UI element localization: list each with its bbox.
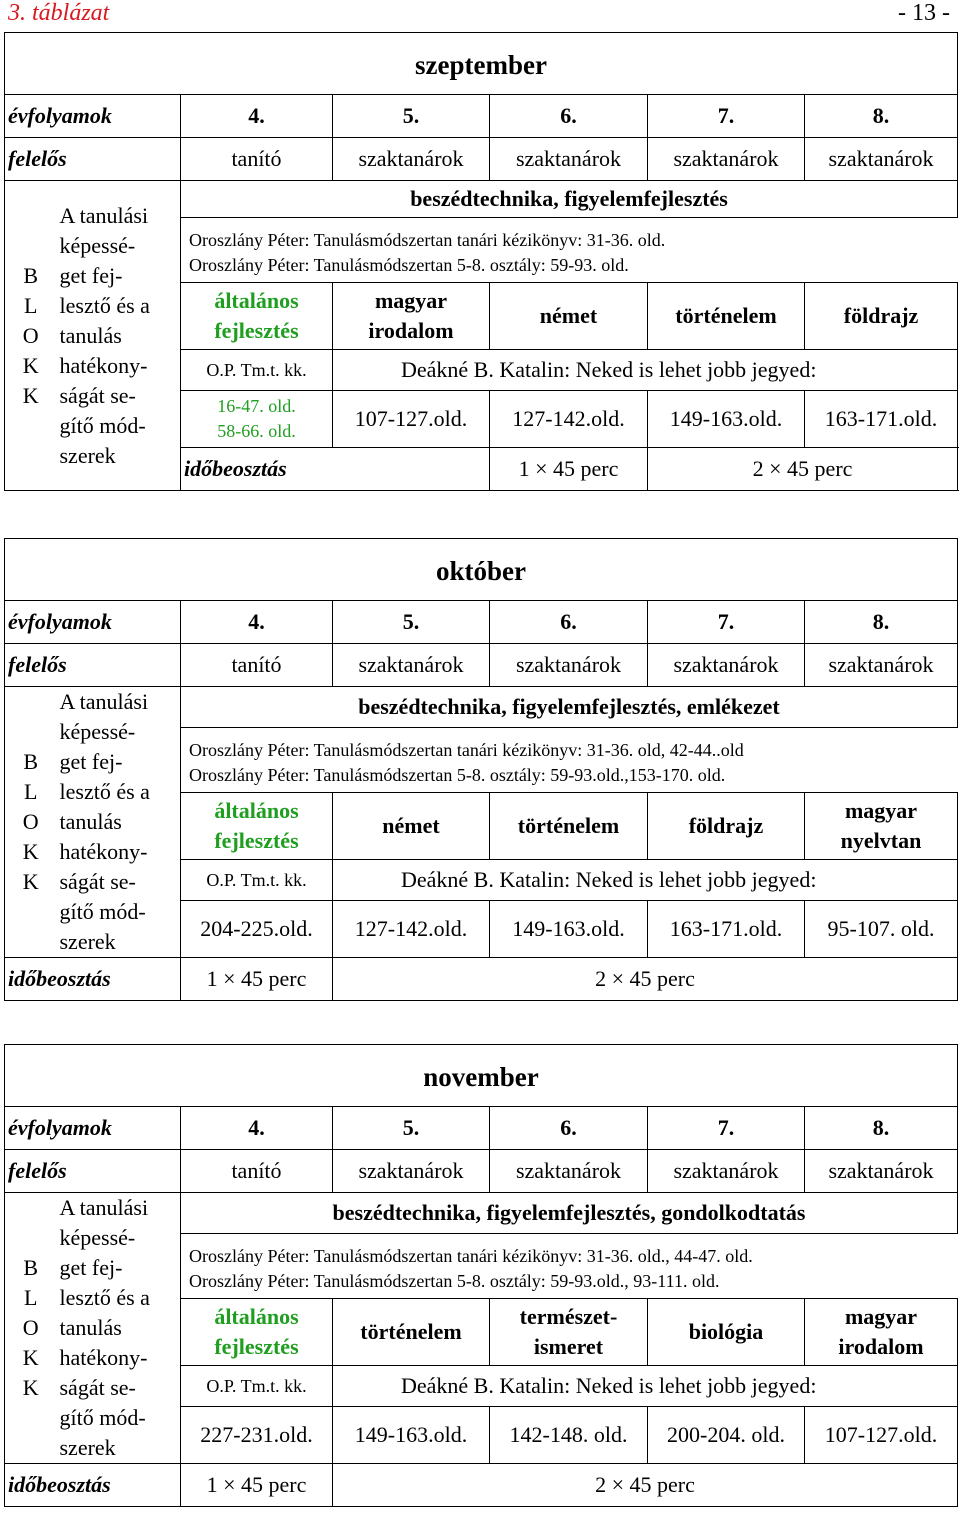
pages-7: 200-204. old. xyxy=(648,1407,805,1464)
pages-6: 149-163.old. xyxy=(490,901,648,958)
grades-label: évfolyamok xyxy=(5,1107,181,1150)
responsible-label: felelős xyxy=(5,1150,181,1193)
op-pages: 16-47. old. 58-66. old. xyxy=(181,391,333,448)
subject-6: történelem xyxy=(490,793,648,860)
book-references: Oroszlány Péter: Tanulásmódszertan tanári kézikönyv: 31-36. old. Oroszlány Péter: Tanulásmódszertan 5-8. osztály: 59-93. old. xyxy=(189,230,666,275)
workbook-reference: Deákné B. Katalin: Neked is lehet jobb jegyed: xyxy=(333,860,958,901)
pages-5: 107-127.old. xyxy=(333,391,490,448)
general-development: általános fejlesztés xyxy=(181,1299,333,1366)
time-grades5-8: 2 × 45 perc xyxy=(333,1464,958,1507)
workbook-reference: Deákné B. Katalin: Neked is lehet jobb jegyed: xyxy=(333,1366,958,1407)
grades-label: évfolyamok xyxy=(5,601,181,644)
month-title: szeptember xyxy=(5,33,958,95)
grade-4: 4. xyxy=(181,601,333,644)
book-references: Oroszlány Péter: Tanulásmódszertan tanári kézikönyv: 31-36. old., 44-47. old. Oroszlány Péter: Tanulásmódszertan 5-8. osztály: 59-93.old., 93-111. old. xyxy=(189,1246,753,1291)
time-grade4: 1 × 45 perc xyxy=(181,1464,333,1507)
month-block-september xyxy=(4,32,957,491)
responsible-4: tanító xyxy=(181,644,333,687)
responsible-6: szaktanárok xyxy=(490,138,648,181)
subject-5: német xyxy=(333,793,490,860)
grade-8: 8. xyxy=(805,601,958,644)
pages-7: 149-163.old. xyxy=(648,391,805,448)
month-block-october xyxy=(4,538,957,1001)
pages-4: 227-231.old. xyxy=(181,1407,333,1464)
subject-8: magyar nyelvtan xyxy=(805,793,958,860)
grade-5: 5. xyxy=(333,601,490,644)
pages-8: 95-107. old. xyxy=(805,901,958,958)
book-references: Oroszlány Péter: Tanulásmódszertan tanári kézikönyv: 31-36. old, 42-44..old Oroszlány Péter: Tanulásmódszertan 5-8. osztály: 59-93.old.,153-170. old. xyxy=(189,740,744,785)
pages-4: 204-225.old. xyxy=(181,901,333,958)
time-grades5-8: 2 × 45 perc xyxy=(648,448,958,491)
grade-5: 5. xyxy=(333,95,490,138)
pages-5: 149-163.old. xyxy=(333,1407,490,1464)
subject-7: történelem xyxy=(648,283,805,350)
month-title: november xyxy=(5,1045,958,1107)
grade-6: 6. xyxy=(490,1107,648,1150)
schedule-label: időbeosztás xyxy=(5,958,181,1001)
time-grade4: 1 × 45 perc xyxy=(181,958,333,1001)
grade-6: 6. xyxy=(490,601,648,644)
subject-6: német xyxy=(490,283,648,350)
schedule-table xyxy=(4,32,958,491)
responsible-4: tanító xyxy=(181,1150,333,1193)
responsible-8: szaktanárok xyxy=(805,644,958,687)
grade-8: 8. xyxy=(805,1107,958,1150)
general-development: általános fejlesztés xyxy=(181,793,333,860)
pages-7: 163-171.old. xyxy=(648,901,805,958)
monthly-theme: beszédtechnika, figyelemfejlesztés, gondolkodtatás xyxy=(181,1193,958,1234)
grade-7: 7. xyxy=(648,601,805,644)
schedule-table xyxy=(4,538,958,1001)
grade-6: 6. xyxy=(490,95,648,138)
grade-7: 7. xyxy=(648,95,805,138)
subject-8: földrajz xyxy=(805,283,958,350)
responsible-8: szaktanárok xyxy=(805,138,958,181)
grade-7: 7. xyxy=(648,1107,805,1150)
responsible-4: tanító xyxy=(181,138,333,181)
time-grade4: 1 × 45 perc xyxy=(490,448,648,491)
responsible-8: szaktanárok xyxy=(805,1150,958,1193)
workbook-reference: Deákné B. Katalin: Neked is lehet jobb jegyed: xyxy=(333,350,958,391)
pages-5: 127-142.old. xyxy=(333,901,490,958)
ability-description: A tanulási képessé- get fej- lesztő és a tanulás hatékony- ságát se- gítő mód- szerek xyxy=(57,1193,181,1464)
month-block-november xyxy=(4,1044,957,1507)
subject-7: földrajz xyxy=(648,793,805,860)
responsible-label: felelős xyxy=(5,644,181,687)
subject-7: biológia xyxy=(648,1299,805,1366)
responsible-7: szaktanárok xyxy=(648,138,805,181)
blokk-label: B L O K K xyxy=(5,687,57,958)
ability-description: A tanulási képessé- get fej- lesztő és a tanulás hatékony- ságát se- gítő mód- szerek xyxy=(57,687,181,958)
schedule-table xyxy=(4,1044,958,1507)
responsible-5: szaktanárok xyxy=(333,138,490,181)
ability-description: A tanulási képessé- get fej- lesztő és a tanulás hatékony- ságát se- gítő mód- szerek xyxy=(57,181,181,491)
responsible-7: szaktanárok xyxy=(648,644,805,687)
monthly-theme: beszédtechnika, figyelemfejlesztés xyxy=(181,181,958,218)
time-grades5-8: 2 × 45 perc xyxy=(333,958,958,1001)
pages-8: 107-127.old. xyxy=(805,1407,958,1464)
schedule-label: időbeosztás xyxy=(5,1464,181,1507)
pages-6: 127-142.old. xyxy=(490,391,648,448)
pages-6: 142-148. old. xyxy=(490,1407,648,1464)
pages-8: 163-171.old. xyxy=(805,391,958,448)
responsible-6: szaktanárok xyxy=(490,644,648,687)
grades-label: évfolyamok xyxy=(5,95,181,138)
grade-5: 5. xyxy=(333,1107,490,1150)
responsible-5: szaktanárok xyxy=(333,644,490,687)
subject-5: magyar irodalom xyxy=(333,283,490,350)
op-reference: O.P. Tm.t. kk. xyxy=(181,350,333,391)
subject-5: történelem xyxy=(333,1299,490,1366)
grade-4: 4. xyxy=(181,95,333,138)
page-number: - 13 - xyxy=(898,0,950,26)
responsible-5: szaktanárok xyxy=(333,1150,490,1193)
grade-8: 8. xyxy=(805,95,958,138)
subject-8: magyar irodalom xyxy=(805,1299,958,1366)
responsible-label: felelős xyxy=(5,138,181,181)
subject-6: természet- ismeret xyxy=(490,1299,648,1366)
blokk-label: B L O K K xyxy=(5,181,57,491)
month-title: október xyxy=(5,539,958,601)
blokk-label: B L O K K xyxy=(5,1193,57,1464)
schedule-label: időbeosztás xyxy=(181,448,490,491)
general-development: általános fejlesztés xyxy=(181,283,333,350)
op-reference: O.P. Tm.t. kk. xyxy=(181,860,333,901)
monthly-theme: beszédtechnika, figyelemfejlesztés, emlékezet xyxy=(181,687,958,728)
responsible-6: szaktanárok xyxy=(490,1150,648,1193)
grade-4: 4. xyxy=(181,1107,333,1150)
responsible-7: szaktanárok xyxy=(648,1150,805,1193)
op-reference: O.P. Tm.t. kk. xyxy=(181,1366,333,1407)
table-label: 3. táblázat xyxy=(8,0,110,26)
